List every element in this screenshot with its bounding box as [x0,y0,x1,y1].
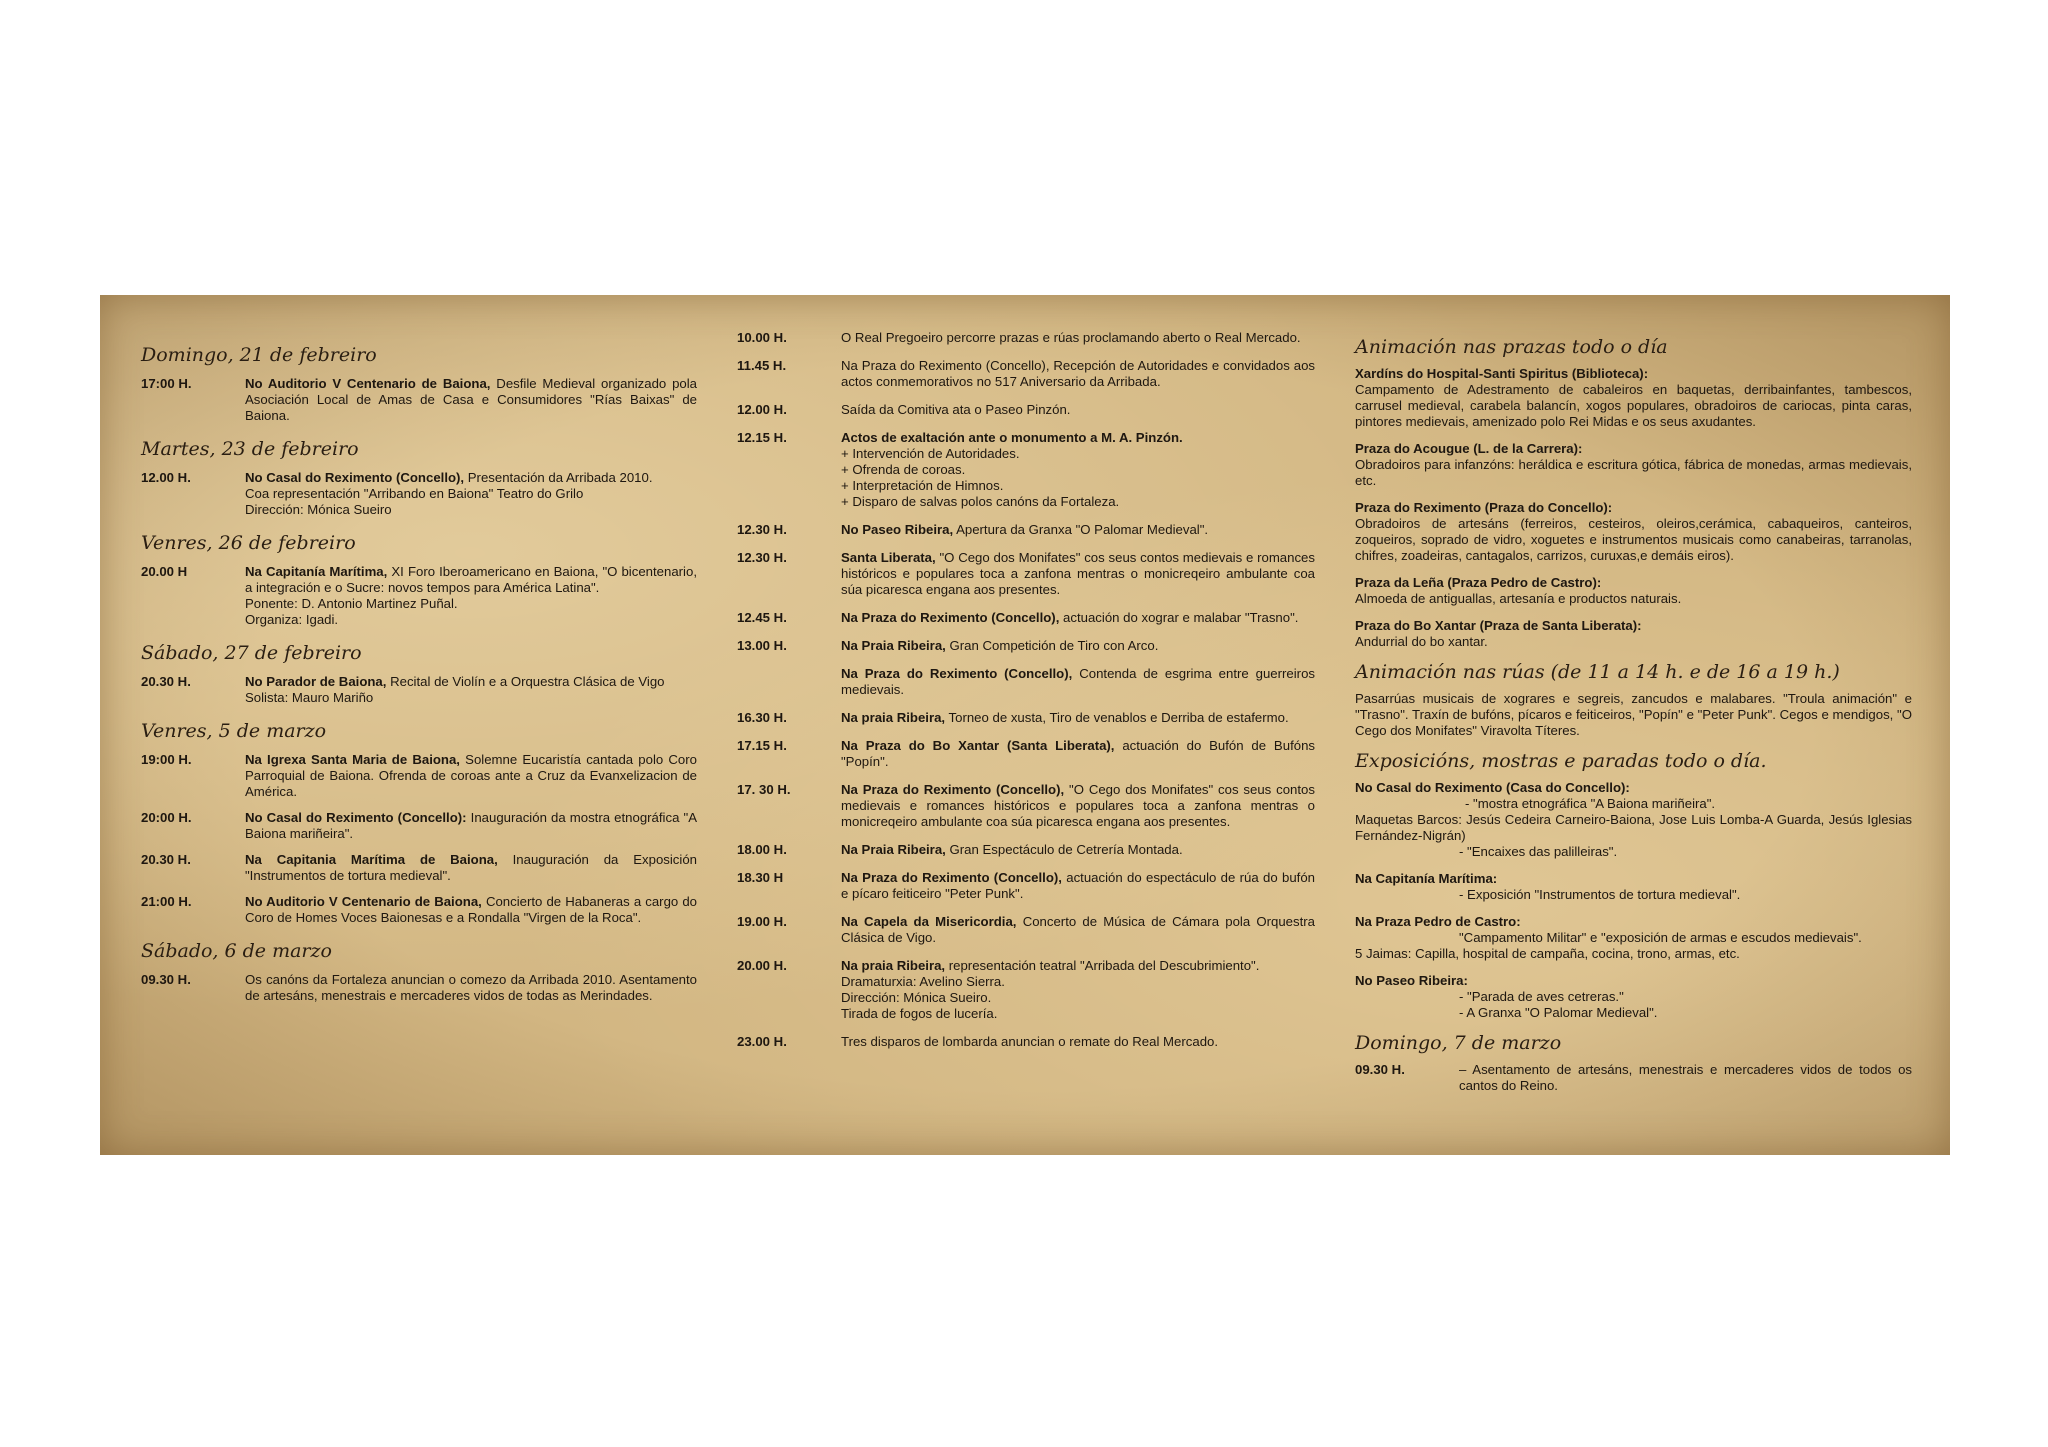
event-time: 18.00 H. [737,842,787,857]
venue-heading: Praza da Leña (Praza Pedro de Castro): [1355,575,1602,590]
venue-heading: Na Capitanía Marítima: [1355,871,1498,886]
event-text: Concerto de Música de Cámara pola Orquestra Clásica de Vigo. [841,914,1316,945]
event-venue: No Auditorio V Centenario de Baiona, [245,894,482,909]
event-text: Os canóns da Fortaleza anuncian o comezo da Arribada 2010. Asentamento de artesáns, menestrais e mercaderes vidos de todas as Merindades. [245,972,697,1003]
event-row [737,638,1315,654]
event-description [841,738,1315,770]
event-description [841,666,1315,698]
event-time: 12.30 H. [737,550,787,565]
event-venue: No Auditorio V Centenario de Baiona, [245,376,491,391]
event-text: Concierto de Habaneras a cargo do Coro de Homes Voces Baionesas e a Rondalla "Virgen de la Roca". [245,894,698,925]
event-description [841,842,1315,858]
event-description [841,914,1315,946]
venue-section [1355,366,1912,430]
exposicion-capitania [1355,871,1912,903]
event-text: Gran Espectáculo de Cetrería Montada. [949,842,1183,857]
event-text: Inauguración da Exposición "Instrumentos de tortura medieval". [245,852,697,883]
event-row [737,358,1315,390]
event-text: XI Foro Iberoamericano en Baiona, "O bicentenario, a integración e o Sucre: novos tempos para América Latina". [245,564,697,595]
exposicion-line: - "mostra etnográfica "A Baiona mariñeira". [1465,796,1716,811]
event-time: 20.00 H [141,564,188,579]
event-time: 12.00 H. [141,470,191,485]
event-venue: Na Praia Ribeira, [841,638,946,653]
event-venue: Na Praza do Bo Xantar (Santa Liberata), [841,738,1115,753]
event-row [141,972,697,1004]
venue-section [1355,575,1912,607]
venue-text: Andurrial do bo xantar. [1355,634,1488,649]
event-row [141,752,697,800]
event-time: 19.00 H. [737,914,787,929]
event-text: Coa representación "Arribando en Baiona" Teatro do Grilo [245,486,584,501]
event-description [841,402,1315,418]
venue-heading: No Casal do Reximento (Casa do Concello): [1355,780,1630,795]
event-text: Recital de Violín e a Orquestra Clásica de Vigo [390,674,665,689]
venue-heading: Praza do Reximento (Praza do Concello): [1355,500,1613,515]
event-text: Solista: Mauro Mariño [245,690,374,705]
event-text: + Interpretación de Himnos. [841,478,1004,493]
event-text: Solemne Eucaristía cantada polo Coro Parroquial de Baiona. Ofrenda de coroas ante a Cruz da Evanxelizacion de América. [245,752,697,799]
event-description [841,782,1315,830]
exposicion-line: - "Parada de aves cetreras." [1459,989,1624,1004]
event-time [737,666,841,698]
event-text: Tres disparos de lombarda anuncian o remate do Real Mercado. [841,1034,1219,1049]
event-row [141,894,697,926]
event-row [737,550,1315,598]
section-title-animacion-prazas: Animación nas prazas todo o día [1355,336,1668,358]
event-text: Gran Competición de Tiro con Arco. [949,638,1159,653]
event-row [737,958,1315,1022]
exposicion-casal [1355,780,1912,860]
section-title-animacion-ruas: Animación nas rúas (de 11 a 14 h. e de 16 a 19 h.) [1355,661,1840,683]
event-time: 09.30 H. [141,972,191,987]
event-time: 19:00 H. [141,752,192,767]
event-description [841,522,1315,538]
event-venue: No Casal do Reximento (Concello), [245,470,465,485]
day-heading-domingo-7: Domingo, 7 de marzo [1355,1032,1562,1054]
event-text: Dirección: Mónica Sueiro [245,502,392,517]
event-time: 18.30 H [737,870,784,885]
venue-heading: Praza do Acougue (L. de la Carrera): [1355,441,1583,456]
section-title-exposicions: Exposicións, mostras e paradas todo o día. [1355,750,1767,772]
event-row [737,842,1315,858]
event-time: 21:00 H. [141,894,192,909]
event-description [245,376,697,424]
event-time: 11.45 H. [737,358,787,373]
event-text: Organiza: Igadi. [245,612,339,627]
event-description [841,358,1315,390]
event-time: 20.30 H. [141,674,191,689]
event-venue: No Paseo Ribeira, [841,522,954,537]
event-row [141,564,697,628]
event-row [737,1034,1315,1050]
event-time: 13.00 H. [737,638,787,653]
event-time: 12.30 H. [737,522,787,537]
event-time: 20.00 H. [737,958,787,973]
event-description [841,550,1315,598]
event-description [245,852,697,884]
event-text: Torneo de xusta, Tiro de venablos e Derriba de estafermo. [948,710,1289,725]
event-text: + Ofrenda de coroas. [841,462,966,477]
day-heading: Martes, 23 de febreiro [141,438,359,460]
event-row [141,376,697,424]
event-text: Dirección: Mónica Sueiro. [841,990,992,1005]
prazas-list [1355,366,1912,650]
day-heading: Sábado, 27 de febreiro [141,642,362,664]
event-text: Presentación da Arribada 2010. [467,470,653,485]
venue-text: Campamento de Adestramento de cabaleiros en baquetas, derribainfantes, tambescos, carrusel medieval, carabela balancín, xogos populares, obradoiros de cariocas, pinta caras, pintores medievais, amenizado polo Rei Midas e os seus axudantes. [1355,382,1912,429]
column-middle [737,330,1315,1062]
event-description [245,564,697,628]
event-row [737,402,1315,418]
exposicion-line: - "Encaixes das palilleiras". [1459,844,1618,859]
venue-text: Obradoiros para infanzóns: heráldica e escritura gótica, fábrica de monedas, armas medievais, etc. [1355,457,1912,488]
event-description [841,870,1315,902]
event-description [245,470,697,518]
event-description [841,610,1315,626]
venue-heading: Xardíns do Hospital-Santi Spiritus (Biblioteca): [1355,366,1649,381]
event-row [141,852,697,884]
event-text: actuación do Bufón de Bufóns "Popín". [841,738,1315,769]
exposicion-line: Maquetas Barcos: Jesús Cedeira Carneiro-Baiona, Jose Luis Lomba-A Guarda, Jesús Iglesias Fernández-Nigrán) [1355,812,1912,843]
day-list [141,344,697,1004]
event-venue: Na praia Ribeira, [841,958,946,973]
event-text: Apertura da Granxa "O Palomar Medieval". [956,522,1209,537]
animacion-ruas-text: Pasarrúas musicais de xograres e segreis, zancudos e malabares. "Troula animación" e "Trasno". Traxín de bufóns, pícaros e feiticeiros, "Popín" e "Peter Punk". Cegos e mendigos, "O Cego dos Monifates" Viravolta Títeres. [1355,691,1912,738]
column-left [141,330,697,1014]
event-description [245,674,697,706]
event-time: 16.30 H. [737,710,787,725]
event-description: – Asentamento de artesáns, menestrais e mercaderes vidos de todos os cantos do Reino. [1459,1062,1912,1093]
exposicion-line: "Campamento Militar" e "exposición de armas e escudos medievais". [1459,930,1862,945]
event-description [841,430,1315,510]
event-time: 17.15 H. [737,738,787,753]
exposicion-praza-pedro-castro [1355,914,1912,962]
event-time: 17:00 H. [141,376,192,391]
event-description [841,330,1315,346]
exposicion-paseo-ribeira [1355,973,1912,1021]
venue-text: Obradoiros de artesáns (ferreiros, cesteiros, oleiros,cerámica, cabaqueiros, canteiros, zoqueiros, soprado de vidro, xoguetes e instrumentos musicais como canabeiras, tarranolas, chifres, zoadeiras, cantagalos, carrizos, curuxas,e demáis eiros). [1355,516,1912,563]
event-row [737,430,1315,510]
day-heading: Sábado, 6 de marzo [141,940,332,962]
event-description [841,958,1315,1022]
event-row [737,610,1315,626]
event-time: 09.30 H. [1355,1062,1405,1077]
event-text: actuación do espectáculo de rúa do bufón e pícaro feiticeiro "Peter Punk". [841,870,1315,901]
exposicion-line: - A Granxa "O Palomar Medieval". [1459,1005,1658,1020]
event-time: 12.00 H. [737,402,787,417]
event-text: Desfile Medieval organizado pola Asociación Local de Amas de Casa e Consumidores "Rías Baixas" de Baiona. [245,376,698,423]
event-text: representación teatral "Arribada del Descubrimiento". [948,958,1260,973]
event-row [737,710,1315,726]
event-venue: Na Praza do Reximento (Concello), [841,666,1073,681]
venue-heading: Na Praza Pedro de Castro: [1355,914,1521,929]
event-text: Ponente: D. Antonio Martinez Puñal. [245,596,458,611]
event-venue: Na Praia Ribeira, [841,842,946,857]
event-row [141,674,697,706]
venue-section [1355,441,1912,489]
venue-section [1355,618,1912,650]
event-text: Saída da Comitiva ata o Paseo Pinzón. [841,402,1071,417]
event-list [737,330,1315,1050]
event-text: Inauguración da mostra etnográfica "A Baiona mariñeira". [245,810,697,841]
event-text: "O Cego dos Monifates" cos seus contos medievais e romances históricos e populares toca a zanfona mentras o monicreqeiro ambulante coa súa picaresca engana aos presentes. [841,782,1315,829]
event-text: Tirada de fogos de lucería. [841,1006,998,1021]
column-right [1355,330,1912,1104]
event-description [841,638,1315,654]
event-row [737,782,1315,830]
day-heading: Venres, 5 de marzo [141,720,327,742]
event-time: 20.30 H. [141,852,191,867]
venue-section [1355,500,1912,564]
event-venue: Na Capela da Misericordia, [841,914,1017,929]
event-row [1355,1062,1912,1094]
event-venue: Na praia Ribeira, [841,710,946,725]
event-text: O Real Pregoeiro percorre prazas e rúas proclamando aberto o Real Mercado. [841,330,1301,345]
event-venue: Na Praza do Reximento (Concello), [841,870,1062,885]
event-time: 17. 30 H. [737,782,791,797]
event-venue: Na Capitanía Marítima, [245,564,388,579]
event-text: Contenda de esgrima entre guerreiros medievais. [841,666,1315,697]
event-time: 20:00 H. [141,810,192,825]
event-row [737,870,1315,902]
event-time: 12.45 H. [737,610,787,625]
event-text: + Disparo de salvas polos canóns da Fortaleza. [841,494,1120,509]
event-row [141,810,697,842]
event-row [737,330,1315,346]
event-venue: Na Igrexa Santa Maria de Baiona, [245,752,460,767]
event-row [737,522,1315,538]
event-row [737,666,1315,698]
event-time: 10.00 H. [737,330,787,345]
event-description [245,810,697,842]
event-row [737,738,1315,770]
event-description [245,972,697,1004]
event-row [737,914,1315,946]
event-text: + Intervención de Autoridades. [841,446,1020,461]
event-time: 12.15 H. [737,430,787,445]
event-description [245,894,697,926]
event-row [141,470,697,518]
event-time: 23.00 H. [737,1034,787,1049]
day-heading: Domingo, 21 de febreiro [141,344,377,366]
event-text: actuación do xograr e malabar "Trasno". [1063,610,1299,625]
event-description [841,710,1315,726]
venue-text: Almoeda de antiguallas, artesanía e productos naturais. [1355,591,1682,606]
event-text: Na Praza do Reximento (Concello), Recepción de Autoridades e convidados aos actos conmemorativos no 517 Aniversario da Arribada. [841,358,1315,389]
exposicion-line: - Exposición "Instrumentos de tortura medieval". [1459,887,1741,902]
event-venue: Actos de exaltación ante o monumento a M. A. Pinzón. [841,430,1183,445]
event-venue: No Parador de Baiona, [245,674,387,689]
event-venue: Santa Liberata, [841,550,936,565]
event-text: Dramaturxia: Avelino Sierra. [841,974,1005,989]
venue-heading: No Paseo Ribeira: [1355,973,1468,988]
event-venue: Na Praza do Reximento (Concello), [841,610,1060,625]
day-heading: Venres, 26 de febreiro [141,532,356,554]
event-venue: No Casal do Reximento (Concello): [245,810,467,825]
venue-heading: Praza do Bo Xantar (Praza de Santa Liberata): [1355,618,1642,633]
event-text: "O Cego dos Monifates" cos seus contos medievais e romances históricos e populares toca a zanfona mentras o monicreqeiro ambulante coa súa picaresca engana aos presentes. [841,550,1315,597]
exposicion-line: 5 Jaimas: Capilla, hospital de campaña, cocina, trono, armas, etc. [1355,946,1740,961]
event-venue: Na Praza do Reximento (Concello), [841,782,1065,797]
event-venue: Na Capitania Marítima de Baiona, [245,852,498,867]
event-description [841,1034,1315,1050]
event-description [245,752,697,800]
